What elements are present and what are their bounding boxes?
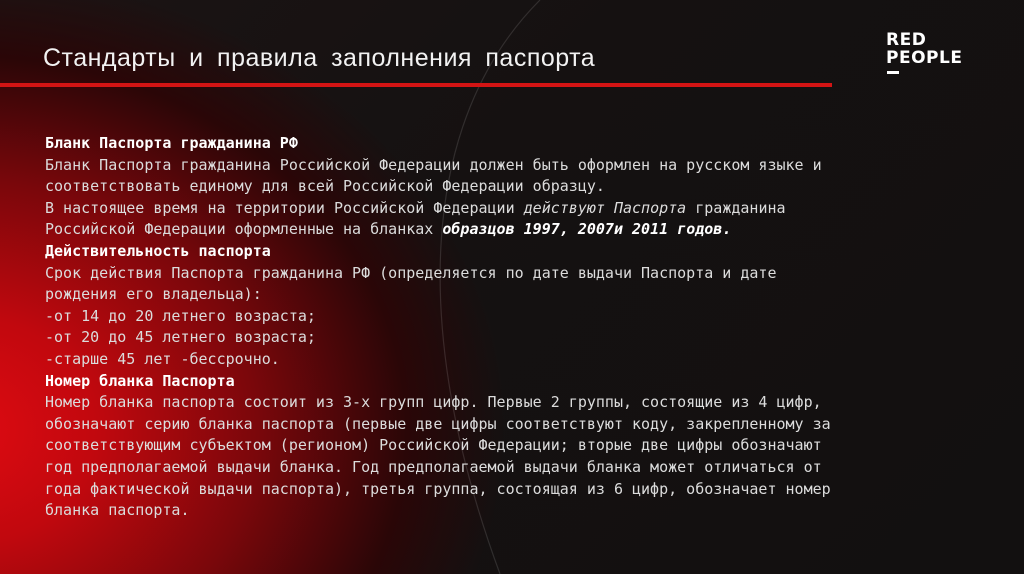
paragraph-line: обозначают серию бланка паспорта (первые две цифры соответствуют коду, закрепленному за <box>45 414 831 433</box>
page-title: Стандарты и правила заполнения паспорта <box>43 44 596 72</box>
paragraph-line: год предполагаемой выдачи бланка. Год предполагаемой выдачи бланка может отличаться от <box>45 457 822 476</box>
content-body <box>45 133 945 522</box>
paragraph-line: рождения его владельца): <box>45 285 262 304</box>
list-item: -от 14 до 20 летнего возраста; <box>45 306 316 325</box>
paragraph-line <box>45 219 945 241</box>
text-span: В настоящее время на территории Российской Федерации <box>45 198 524 217</box>
paragraph-line: соответствовать единому для всей Российской Федерации образцу. <box>45 177 605 196</box>
logo-bar <box>887 71 899 74</box>
list-item: -от 20 до 45 летнего возраста; <box>45 328 316 347</box>
paragraph-line: Срок действия Паспорта гражданина РФ (определяется по дате выдачи Паспорта и дате <box>45 263 777 282</box>
bold-italic-text: образцов 1997, 2007и 2011 годов. <box>442 220 732 239</box>
logo-line2: PEOPLE <box>886 48 963 68</box>
logo <box>886 31 962 67</box>
paragraph-line: соответствующим субъектом (регионом) Российской Федерации; вторые две цифры обозначают <box>45 436 822 455</box>
paragraph-line: Бланк Паспорта гражданина Российской Федерации должен быть оформлен на русском языке и <box>45 155 822 174</box>
paragraph-line: Номер бланка паспорта состоит из 3-х групп цифр. Первые 2 группы, состоящие из 4 цифр, <box>45 393 822 412</box>
italic-text: действуют Паспорта <box>523 198 687 217</box>
heading-passport-form: Бланк Паспорта гражданина РФ <box>45 134 298 152</box>
paragraph-line <box>45 198 945 220</box>
logo-line1: RED <box>886 30 927 50</box>
heading-validity: Действительность паспорта <box>45 241 271 260</box>
title-underline <box>0 83 832 87</box>
list-item: -старше 45 лет -бессрочно. <box>45 349 280 368</box>
paragraph-line: бланка паспорта. <box>45 501 190 520</box>
heading-form-number: Номер бланка Паспорта <box>45 371 235 390</box>
paragraph-line: года фактической выдачи паспорта), третья группа, состоящая из 6 цифр, обозначает номер <box>45 479 831 498</box>
text-span: Российской Федерации оформленные на бланках <box>45 220 443 239</box>
text-span: гражданина <box>686 198 786 217</box>
